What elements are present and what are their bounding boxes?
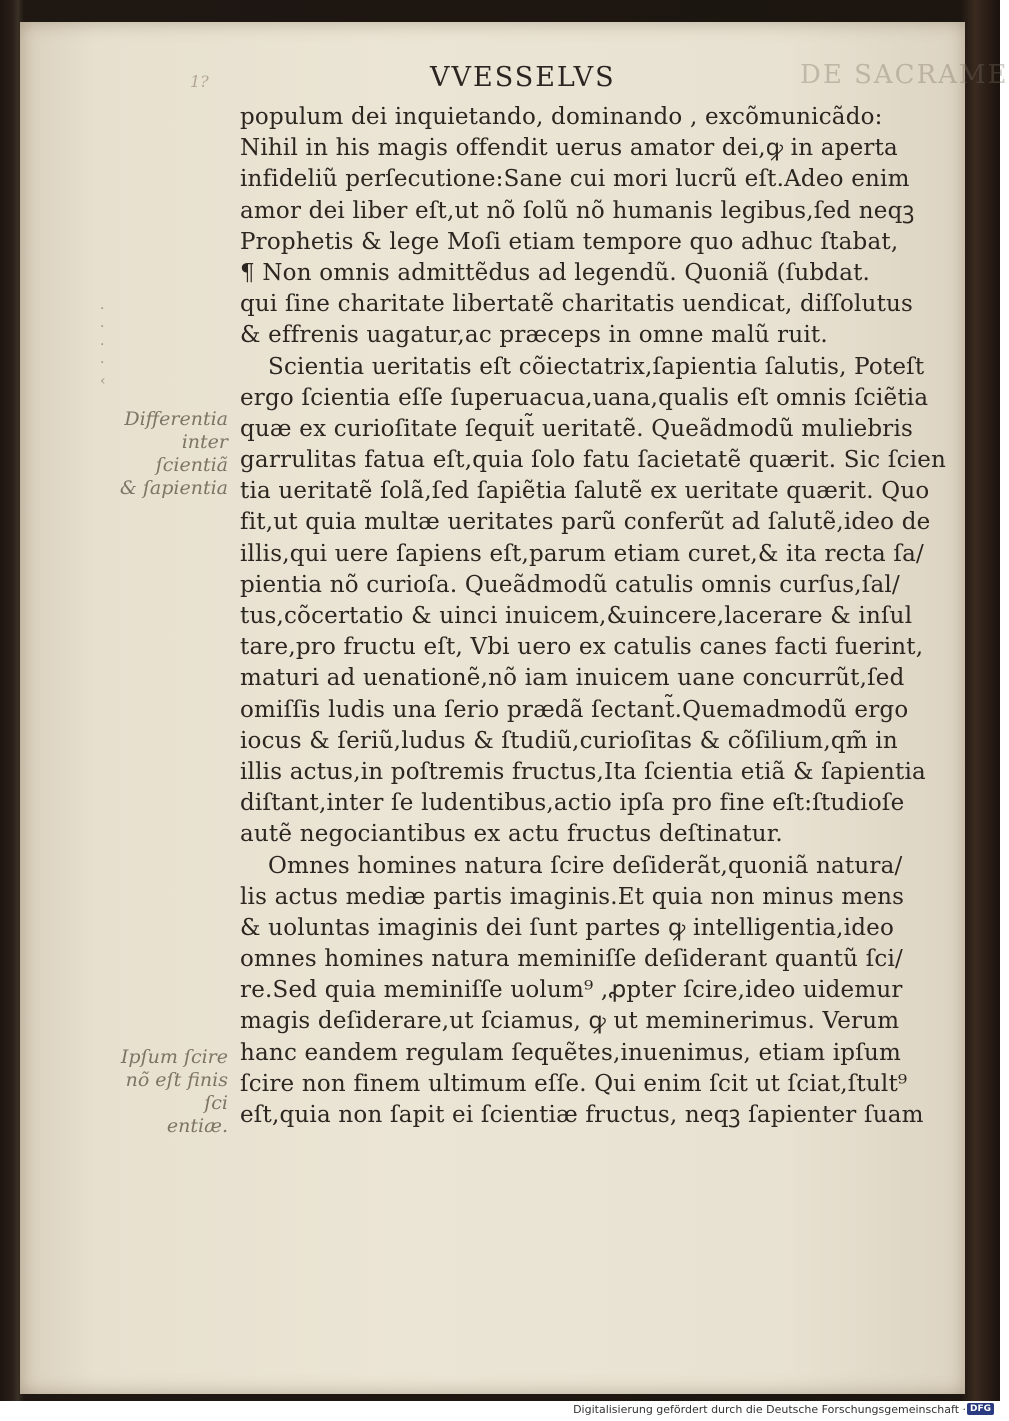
gutter-mark: · (100, 337, 105, 353)
text-line: omiſſis ludis una ſerio prædã ſectant̃.Quemadmodũ ergo (240, 696, 909, 723)
text-line: lis actus mediæ partis imaginis.Et quia non minus mens (240, 883, 905, 910)
text-line: ¶ Non omnis admittẽdus ad legendũ. Quoniã (ſubdat. (240, 259, 871, 286)
margin-note-line: nõ eſt finis ſci (125, 1069, 228, 1114)
running-head: VVESSELVS (430, 62, 616, 93)
gutter-mark: · (100, 355, 105, 371)
gutter-mark: · (100, 319, 105, 335)
text-line: eſt,quia non ſapit ei ſcientiæ fructus, neqꝫ ſapienter ſuam (240, 1102, 924, 1128)
text-line: magis deſiderare,ut ſciamus, ꝙ ut meminerimus. Verum (240, 1008, 900, 1035)
text-line: amor dei liber eſt,ut nõ ſolũ nõ humanis legibus,ſed neqꝫ (240, 197, 915, 224)
text-line: tare,pro fructu eſt, Vbi uero ex catulis canes facti fuerint, (240, 634, 924, 661)
text-line: tia ueritatẽ ſolã,ſed ſapiẽtia ſalutẽ ex ueritate quærit. Quo (240, 478, 930, 505)
text-line: ergo ſcientia eſſe ſuperuacua,uana,qualis eſt omnis ſciẽtia (240, 384, 929, 411)
text-line: quæ ex curioſitate ſequit̃ ueritatẽ. Queãdmodũ muliebris (240, 415, 914, 442)
text-line: infideliũ perſecutione:Sane cui mori lucrũ eſt.Adeo enim (240, 166, 910, 193)
text-line: fit,ut quia multæ ueritates parũ conferũt ad ſalutẽ,ideo de (240, 509, 931, 536)
text-line: garrulitas fatua eſt,quia ſolo fatu ſacietatẽ quærit. Sic ſcien (240, 447, 947, 474)
text-line: Omnes homines natura ſcire deſiderãt,quoniã natura/ (268, 852, 903, 879)
text-line: illis actus,in poſtremis fructus,Ita ſcientia etiã & ſapientia (240, 758, 926, 785)
text-line: Prophetis & lege Moſi etiam tempore quo adhuc ſtabat, (240, 228, 899, 255)
margin-note-ipsum-scire (108, 1046, 228, 1138)
gutter-mark: · (100, 301, 105, 317)
text-line: populum dei inquietando, dominando , excõmunicãdo: (240, 104, 883, 130)
text-line: pientia nõ curioſa. Queãdmodũ catulis omnis curſus,ſal/ (240, 571, 900, 598)
text-line: qui ſine charitate libertatẽ charitatis uendicat, diſſolutus (240, 291, 914, 318)
gutter-mark: ‹ (100, 373, 106, 389)
margin-note-line: & ſapientia (119, 477, 228, 499)
margin-note-line: entiæ. (166, 1115, 228, 1137)
text-line: tus,cõcertatio & uinci inuicem,&uincere,lacerare & inſul (240, 603, 913, 629)
text-line: re.Sed quia meminiſſe uolum⁹ ,ꝓpter ſcire,ideo uidemur (240, 977, 903, 1004)
text-line: hanc eandem regulam ſequẽtes,inuenimus, etiam ipſum (240, 1039, 901, 1066)
margin-note-differentia (108, 408, 228, 500)
text-line: autẽ negociantibus ex actu fructus deſtinatur. (240, 821, 783, 848)
margin-note-line: Differentia (124, 408, 228, 430)
text-line: & effrenis uagatur,ac præceps in omne malũ ruit. (240, 322, 828, 349)
text-line: maturi ad uenationẽ,nõ iam inuicem uane concurrũt,ſed (240, 665, 905, 692)
text-line: illis,qui uere ſapiens eſt,parum etiam curet,& ita recta ſa/ (240, 540, 924, 567)
text-line: Nihil in his magis offendit uerus amator dei,ꝙ in aperta (240, 135, 898, 162)
gutter-marks (100, 300, 106, 390)
margin-note-line: Ipſum ſcire (120, 1046, 228, 1068)
text-line: iocus & ſeriũ,ludus & ſtudiũ,curioſitas & cõſilium,qm̃ in (240, 727, 898, 754)
text-line: diſtant,inter ſe ludentibus,actio ipſa pro fine eſt:ſtudioſe (240, 790, 905, 817)
text-line: omnes homines natura meminiſſe deſiderant quantũ ſci/ (240, 946, 904, 973)
page-corner-mark: 1? (190, 72, 209, 91)
funding-notice: Digitalisierung gefördert durch die Deutsche Forschungsgemeinschaft · (573, 1403, 966, 1416)
margin-note-line: inter ſcientiã (155, 431, 228, 476)
text-line: ſcire non finem ultimum eſſe. Qui enim ſcit ut ſciat,ſtult⁹ (240, 1070, 908, 1097)
text-line: Scientia ueritatis eſt cõiectatrix,ſapientia ſalutis, Poteſt (268, 353, 925, 380)
body-text (240, 102, 947, 1131)
text-line: & uoluntas imaginis dei ſunt partes ꝙ intelligentia,ideo (240, 914, 895, 941)
dfg-logo-icon: DFG (967, 1403, 994, 1415)
facing-page-bleed: DE SACRAME (800, 60, 1009, 90)
